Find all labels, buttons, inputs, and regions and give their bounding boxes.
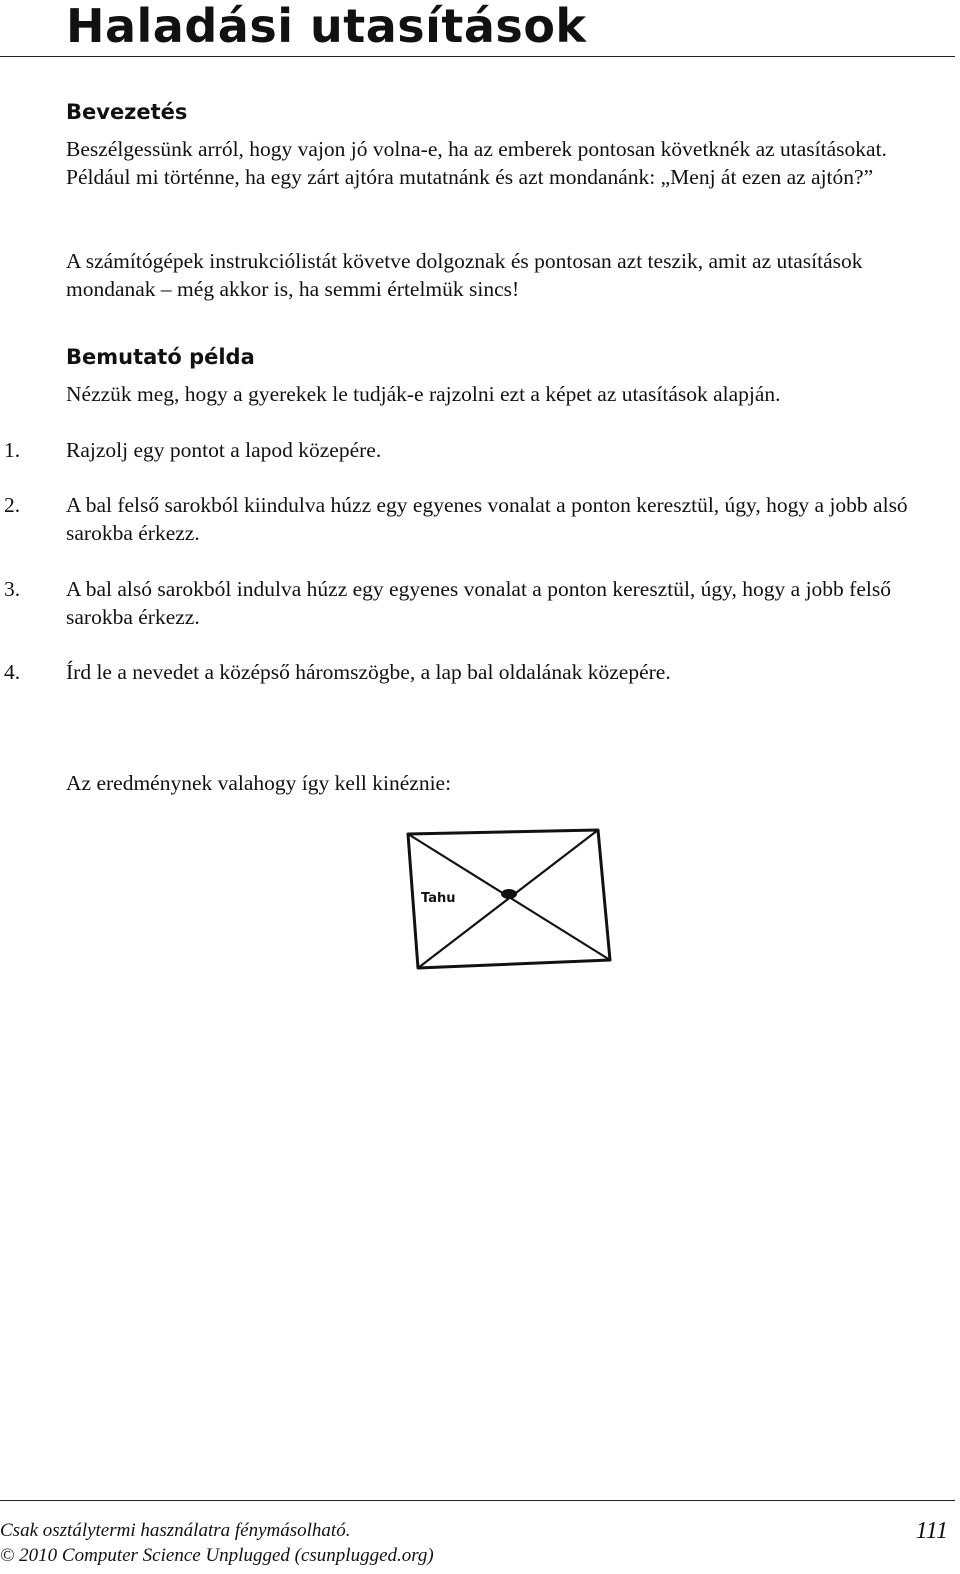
- example-drawing: [400, 826, 620, 976]
- intro-paragraph-2: A számítógépek instrukciólistát követve dolgoznak és pontosan azt teszik, amit az utasítások mondanak – még akkor is, ha semmi értelmük sincs!: [66, 249, 863, 301]
- example-heading: Bemutató példa: [66, 345, 255, 369]
- footer-copyright: © 2010 Computer Science Unplugged (csunplugged.org): [0, 1545, 434, 1566]
- step-text: Rajzolj egy pontot a lapod közepére.: [66, 438, 382, 462]
- drawing-center-dot: [501, 889, 517, 899]
- page-number: 111: [915, 1518, 948, 1544]
- intro-paragraph-1: Beszélgessünk arról, hogy vajon jó volna-e, ha az emberek pontosan követknék az utasításokat. Például mi történne, ha egy zárt ajtóra mutatnánk és azt mondanánk: „Menj át ezen az ajtón?”: [66, 137, 887, 189]
- step-number: 1.: [4, 438, 21, 462]
- footer-copy-note: Csak osztálytermi használatra fénymásolható.: [0, 1520, 351, 1541]
- drawing-name-label: Tahu: [421, 891, 456, 906]
- step-text: A bal felső sarokból kiindulva húzz egy egyenes vonalat a ponton keresztül, úgy, hogy a jobb alsó sarokba érkezz.: [66, 493, 908, 545]
- example-lead: Nézzük meg, hogy a gyerekek le tudják-e rajzolni ezt a képet az utasítások alapján.: [66, 382, 781, 406]
- result-caption: Az eredménynek valahogy így kell kinéznie:: [66, 771, 452, 795]
- step-text: A bal alsó sarokból indulva húzz egy egyenes vonalat a ponton keresztül, úgy, hogy a jobb felső sarokba érkezz.: [66, 577, 891, 629]
- step-number: 3.: [4, 577, 21, 601]
- page-title: Haladási utasítások: [66, 0, 587, 53]
- title-divider: [0, 56, 955, 57]
- step-number: 4.: [4, 660, 21, 684]
- footer-divider: [0, 1500, 955, 1501]
- intro-heading: Bevezetés: [66, 100, 188, 124]
- step-text: Írd le a nevedet a középső háromszögbe, a lap bal oldalának közepére.: [66, 660, 671, 684]
- step-number: 2.: [4, 493, 21, 517]
